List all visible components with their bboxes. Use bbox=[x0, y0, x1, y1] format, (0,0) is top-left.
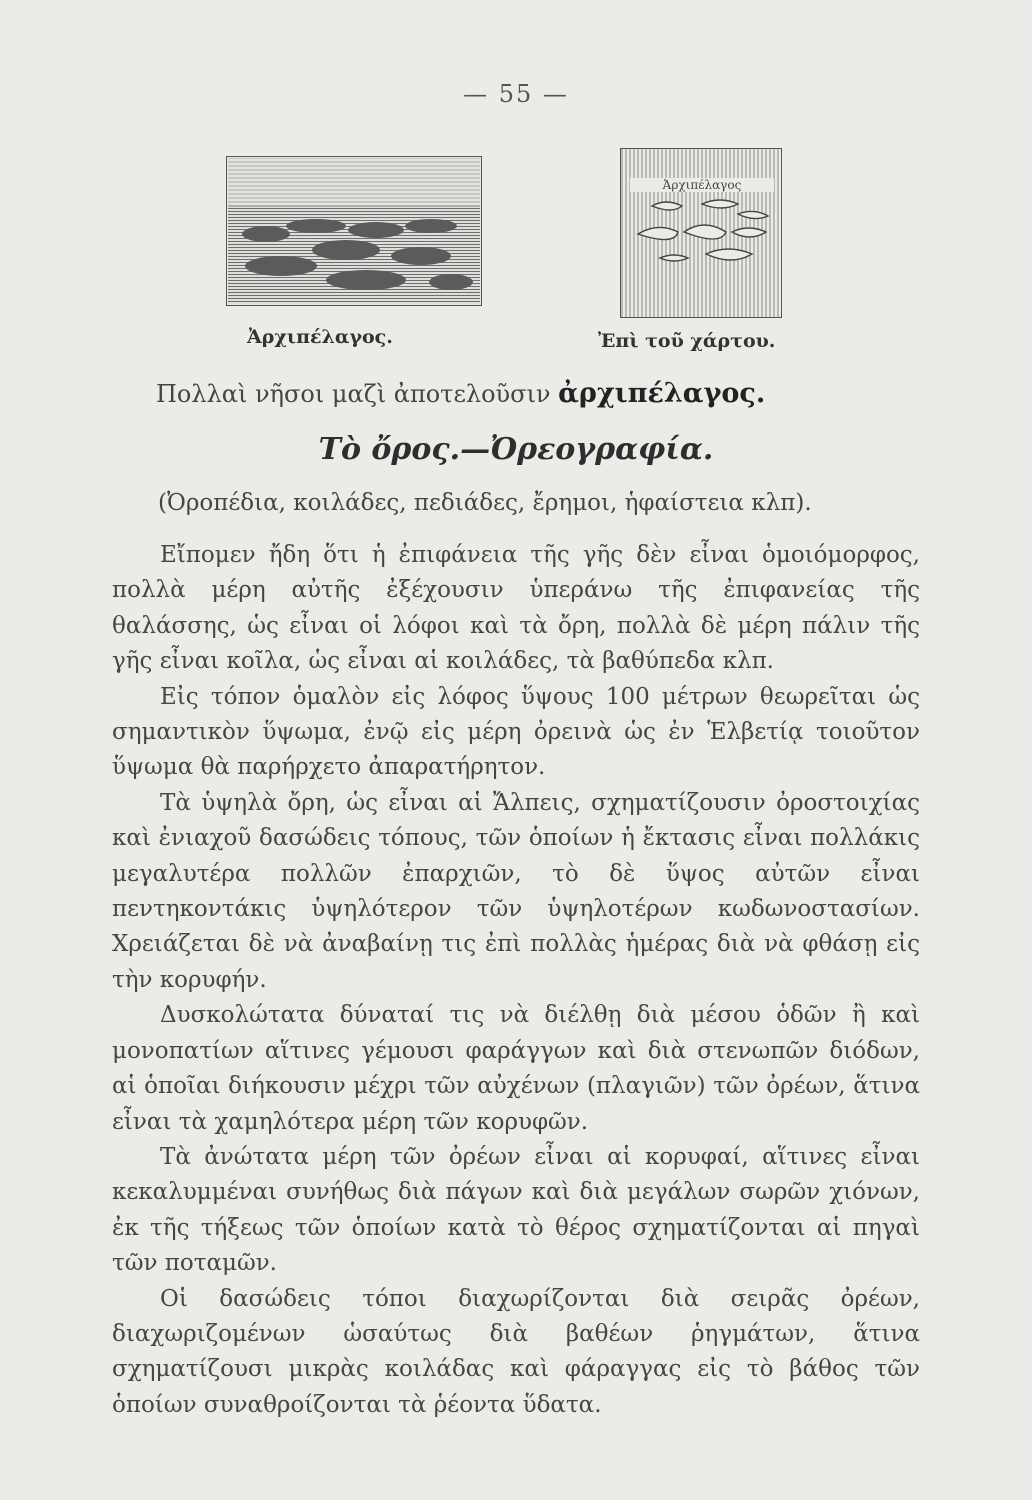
paragraph: Εἰς τόπον ὁμαλὸν εἰς λόφος ὕψους 100 μέτρων θεωρεῖται ὡς σημαντικὸν ὕψωμα, ἐνῷ εἰς μέρη ὀρεινὰ ὡς ἐν Ἑλβετίᾳ τοιοῦτον ὕψωμα θὰ παρήρχετο ἀπαρατήρητον. bbox=[112, 683, 920, 781]
section-title: Τὸ ὄρος.—Ὀρεογραφία. bbox=[318, 432, 714, 467]
body-text bbox=[112, 538, 920, 1423]
paragraph: Οἱ δασώδεις τόποι διαχωρίζονται διὰ σειρᾶς ὀρέων, διαχωριζομένων ὡσαύτως διὰ βαθέων ῥηγμάτων, ἅτινα σχηματίζουσι μικρὰς κοιλάδας καὶ φάραγγας εἰς τὸ βάθος τῶν ὁποίων συναθροίζονται τὰ ῥέοντα ὕδατα. bbox=[112, 1285, 920, 1418]
intro-sentence bbox=[156, 378, 765, 409]
intro-bold-term: ἀρχιπέλαγος. bbox=[558, 378, 766, 409]
right-figure-caption: Ἐπὶ τοῦ χάρτου. bbox=[598, 330, 776, 352]
archipelago-map-illustration bbox=[620, 148, 782, 318]
page-number: — 55 — bbox=[463, 80, 569, 108]
paragraph: Δυσκολώτατα δύναταί τις νὰ διέλθῃ διὰ μέσου ὁδῶν ἢ καὶ μονοπατίων αἵτινες γέμουσι φαράγγων καὶ διὰ στενωπῶν διόδων, αἱ ὁποῖαι διήκουσιν μέχρι τῶν αὐχένων (πλαγιῶν) τῶν ὀρέων, ἅτινα εἶναι τὰ χαμηλότερα μέρη τῶν κορυφῶν. bbox=[112, 1002, 920, 1135]
archipelago-illustration bbox=[226, 156, 482, 306]
paragraph: Εἴπομεν ἤδη ὅτι ἡ ἐπιφάνεια τῆς γῆς δὲν εἶναι ὁμοιόμορφος, πολλὰ μέρη αὐτῆς ἐξέχουσιν ὑπεράνω τῆς ἐπιφανείας τῆς θαλάσσης, ὡς εἶναι οἱ λόφοι καὶ τὰ ὄρη, πολλὰ δὲ μέρη πάλιν τῆς γῆς εἶναι κοῖλα, ὡς εἶναι αἱ κοιλάδες, τὰ βαθύπεδα κλπ. bbox=[112, 542, 920, 675]
left-figure-caption: Ἀρχιπέλαγος. bbox=[247, 326, 393, 348]
paragraph: Τὰ ἀνώτατα μέρη τῶν ὀρέων εἶναι αἱ κορυφαί, αἵτινες εἶναι κεκαλυμμέναι συνήθως διὰ πάγων καὶ διὰ μεγάλων σωρῶν χιόνων, ἐκ τῆς τήξεως τῶν ὁποίων κατὰ τὸ θέρος σχηματίζονται αἱ πηγαὶ τῶν ποταμῶν. bbox=[112, 1143, 920, 1277]
map-label: Ἀρχιπέλαγος bbox=[662, 178, 742, 192]
section-subtitle: (Ὀροπέδια, κοιλάδες, πεδιάδες, ἔρημοι, ἡφαίστεια κλπ). bbox=[158, 490, 812, 516]
intro-text: Πολλαὶ νῆσοι μαζὶ ἀποτελοῦσιν bbox=[156, 380, 559, 408]
paragraph: Τὰ ὑψηλὰ ὄρη, ὡς εἶναι αἱ Ἄλπεις, σχηματίζουσιν ὀροστοιχίας καὶ ἐνιαχοῦ δασώδεις τόπους, τῶν ὁποίων ἡ ἔκτασις εἶναι πολλάκις μεγαλυτέρα πολλῶν ἐπαρχιῶν, τὸ δὲ ὕψος αὐτῶν εἶναι πεντηκοντάκις ὑψηλότερον τῶν ὑψηλοτέρων κωδωνοστασίων. Χρειάζεται δὲ νὰ ἀναβαίνῃ τις ἐπὶ πολλὰς ἡμέρας διὰ νὰ φθάσῃ εἰς τὴν κορυφήν. bbox=[112, 789, 920, 993]
